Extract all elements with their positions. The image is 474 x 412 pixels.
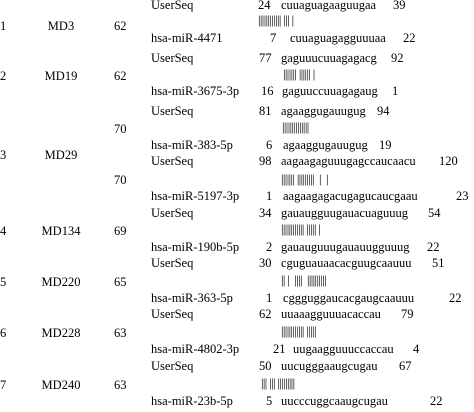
query-end: 67	[399, 359, 412, 373]
target-end: 23	[456, 189, 469, 203]
row-index: 3	[0, 148, 7, 162]
sample-id: MD29	[44, 148, 78, 162]
target-seq: aagaagagacugagucaucgaau	[283, 189, 418, 203]
target-label: hsa-miR-363-5p	[151, 291, 233, 305]
query-seq: cguguauaacacguugcaauuu	[281, 256, 412, 270]
query-end: 51	[432, 256, 445, 270]
query-start: 30	[259, 256, 272, 270]
query-start: 81	[259, 104, 272, 118]
target-start: 1	[266, 291, 273, 305]
target-label: hsa-miR-4471	[151, 31, 223, 45]
target-end: 22	[403, 31, 416, 45]
query-seq: aagaagaguuugagccaucaacu	[281, 154, 416, 168]
row-index: 4	[0, 224, 7, 238]
target-seq: uucccuggcaaugcugau	[281, 394, 388, 408]
score-value: 70	[114, 122, 127, 136]
query-label: UserSeq	[151, 0, 194, 12]
match-bars: || | |||| ||||||||||	[281, 273, 326, 287]
row-index: 7	[0, 378, 7, 392]
query-label: UserSeq	[151, 104, 194, 118]
query-start: 50	[259, 359, 272, 373]
target-start: 1	[266, 189, 273, 203]
query-start: 24	[258, 0, 271, 12]
query-start: 62	[259, 307, 272, 321]
query-seq: uuaaagguuuacaccau	[281, 307, 381, 321]
target-end: 1	[392, 84, 399, 98]
match-bars: ||||||| |||||| |	[283, 67, 315, 81]
target-seq: uugaagguuuccaccau	[293, 342, 394, 356]
target-start: 6	[266, 138, 273, 152]
query-seq: gaguuucuuagagacg	[281, 51, 377, 65]
target-end: 22	[449, 291, 462, 305]
score-value: 62	[114, 69, 127, 83]
query-start: 34	[259, 206, 272, 220]
target-label: hsa-miR-383-5p	[151, 138, 233, 152]
match-bars: |||||||||||| ||||| |	[281, 222, 321, 236]
target-label: hsa-miR-23b-5p	[151, 394, 233, 408]
target-start: 7	[270, 31, 277, 45]
row-index: 5	[0, 275, 7, 289]
sample-id: MD240	[41, 378, 81, 392]
query-end: 39	[393, 0, 406, 12]
target-seq: agaaggugauugug	[283, 138, 368, 152]
sample-id: MD19	[44, 69, 78, 83]
query-seq: cuuaguagaaguugaa	[281, 0, 377, 12]
target-seq: cggguggaucacgaugcaauuu	[283, 291, 415, 305]
query-end: 94	[377, 104, 390, 118]
sample-id: MD134	[41, 224, 81, 238]
target-seq: cuuaguagagguuuaa	[290, 31, 386, 45]
query-start: 98	[259, 154, 272, 168]
match-bars: ||||||||||||||	[282, 120, 309, 134]
sample-id: MD228	[41, 326, 81, 340]
score-value: 69	[114, 224, 127, 238]
match-bars: ||||||| ||||||||| | |	[281, 172, 328, 186]
query-label: UserSeq	[151, 307, 194, 321]
target-label: hsa-miR-190b-5p	[151, 240, 240, 254]
score-value: 63	[114, 378, 127, 392]
query-end: 79	[401, 307, 414, 321]
query-start: 77	[259, 51, 272, 65]
target-end: 4	[413, 342, 420, 356]
target-start: 2	[266, 240, 273, 254]
sample-id: MD3	[47, 19, 75, 33]
query-seq: gauaugguugauacuaguuug	[281, 206, 409, 220]
match-bars: ||| ||| |||||||||	[261, 376, 295, 390]
query-label: UserSeq	[151, 256, 194, 270]
target-seq: gaguuccuuagagaug	[282, 84, 378, 98]
score-value: 65	[114, 275, 127, 289]
query-seq: agaaggugauugug	[281, 104, 366, 118]
query-seq: uucugggaaugcugau	[281, 359, 378, 373]
target-end: 19	[379, 138, 392, 152]
target-start: 21	[273, 342, 286, 356]
query-label: UserSeq	[151, 206, 194, 220]
query-end: 54	[428, 206, 441, 220]
row-index: 1	[0, 19, 7, 33]
query-label: UserSeq	[151, 51, 194, 65]
score-value: 63	[114, 326, 127, 340]
match-bars: |||||||||||| ||| |	[258, 13, 294, 27]
target-label: hsa-miR-4802-3p	[151, 342, 240, 356]
target-start: 5	[266, 394, 273, 408]
target-end: 22	[427, 240, 440, 254]
match-bars: |||||||||||| |||||	[281, 324, 316, 338]
query-label: UserSeq	[151, 154, 194, 168]
row-index: 2	[0, 69, 7, 83]
sample-id: MD220	[41, 275, 81, 289]
query-end: 120	[439, 154, 458, 168]
target-label: hsa-miR-3675-3p	[151, 84, 240, 98]
target-seq: gauauguuugauauugguuug	[281, 240, 410, 254]
target-start: 16	[261, 84, 274, 98]
score-value: 70	[114, 173, 127, 187]
target-end: 22	[430, 394, 443, 408]
query-end: 92	[391, 51, 404, 65]
score-value: 62	[114, 19, 127, 33]
target-label: hsa-miR-5197-3p	[151, 189, 240, 203]
row-index: 6	[0, 326, 7, 340]
query-label: UserSeq	[151, 359, 194, 373]
